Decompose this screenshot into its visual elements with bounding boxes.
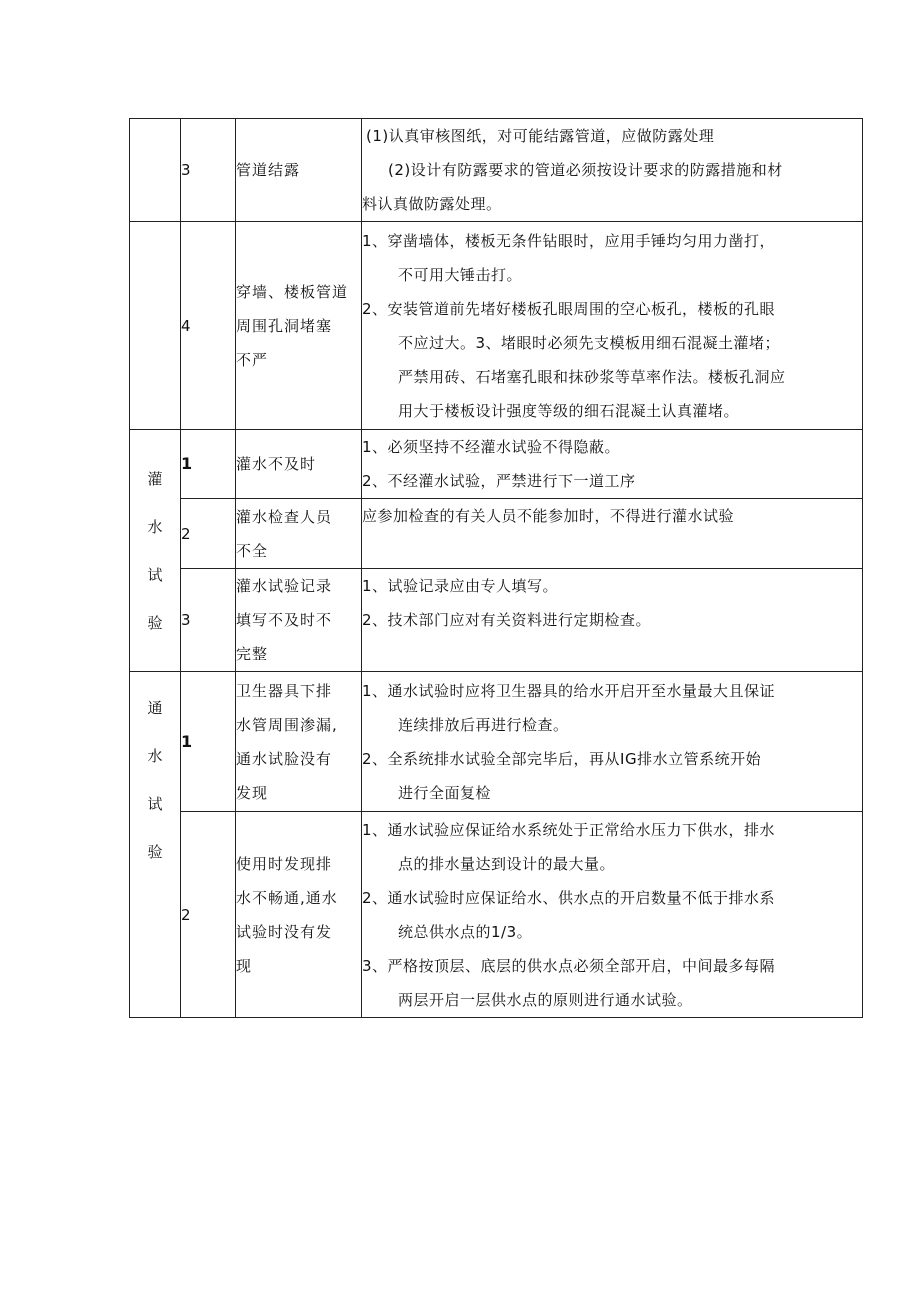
table-row (130, 222, 863, 430)
problem-line: 水管周围渗漏, (236, 715, 338, 734)
row-number: 1 (181, 672, 236, 812)
problem-line: 不全 (236, 541, 269, 560)
measure-line: 3、严格按顶层、底层的供水点必须全部开启，中间最多每隔 (362, 956, 776, 975)
row-number: 2 (181, 499, 236, 569)
measure-line: 1、通水试验时应将卫生器具的给水开启开至水量最大且保证 (362, 681, 776, 700)
measure-line: 不应过大。3、堵眼时必须先支模板用细石混凝土灌堵； (398, 333, 781, 352)
measures-cell (362, 430, 863, 499)
problem-cell (236, 499, 362, 569)
problem-cell: 管道结露 (236, 119, 362, 222)
measure-line: 进行全面复检 (398, 783, 492, 802)
measure-line: 两层开启一层供水点的原则进行通水试验。 (398, 990, 693, 1009)
table-row (130, 812, 863, 1018)
measure-line: 不可用大锤击打。 (398, 265, 523, 284)
measures-cell (362, 499, 863, 569)
measure-line: (2)设计有防露要求的管道必须按设计要求的防露措施和材 (388, 161, 783, 179)
category-char: 试 (147, 795, 163, 813)
measure-line: 应参加检查的有关人员不能参加时，不得进行灌水试验 (362, 507, 735, 525)
measure-line: 统总供水点的1/3。 (398, 922, 533, 941)
problem-cell (236, 222, 362, 430)
measures-cell (362, 672, 863, 812)
problem-line: 周围孔洞堵塞 (236, 316, 333, 335)
measure-line: 2、全系统排水试验全部完毕后，再从IG排水立管系统开始 (362, 749, 762, 768)
problem-cell (236, 812, 362, 1018)
problem-line: 不严 (236, 350, 269, 369)
measure-line: 料认真做防露处理。 (362, 195, 502, 213)
problem-line: 试验时没有发 (236, 922, 333, 941)
problem-cell (236, 672, 362, 812)
quality-measures-table (129, 118, 863, 1018)
category-char: 水 (147, 747, 163, 765)
category-char: 通 (147, 699, 163, 717)
problem-cell: 灌水不及时 (236, 430, 362, 499)
measures-cell (362, 812, 863, 1018)
row-number: 4 (181, 222, 236, 430)
measure-line: 严禁用砖、石堵塞孔眼和抹砂浆等草率作法。楼板孔洞应 (398, 367, 786, 386)
category-cell-guanshui (130, 430, 181, 672)
problem-line: 使用时发现排 (236, 854, 333, 873)
table-row (130, 430, 863, 499)
measure-line: 2、安装管道前先堵好楼板孔眼周围的空心板孔，楼板的孔眼 (362, 299, 776, 318)
table-row (130, 499, 863, 569)
measure-line: 用大于楼板设计强度等级的细石混凝土认真灌堵。 (398, 401, 740, 420)
measures-cell (362, 222, 863, 430)
measure-line: 1、穿凿墙体，楼板无条件钻眼时，应用手锤均匀用力凿打， (362, 231, 776, 250)
measure-line: 连续排放后再进行检查。 (398, 715, 569, 734)
problem-line: 发现 (236, 783, 269, 802)
measure-line: 1、必须坚持不经灌水试验不得隐蔽。 (362, 438, 621, 456)
category-char: 验 (147, 613, 163, 632)
measure-line: 2、不经灌水试验，严禁进行下一道工序 (362, 472, 636, 490)
category-cell-empty (130, 119, 181, 222)
problem-line: 穿墙、楼板管道 (236, 282, 349, 301)
problem-line: 卫生器具下排 (236, 681, 333, 700)
problem-line: 灌水试验记录 (236, 577, 333, 595)
category-char: 水 (147, 517, 163, 536)
measure-line: (1)认真审核图纸，对可能结露管道，应做防露处理 (366, 127, 715, 145)
category-char: 灌 (147, 469, 163, 488)
measures-cell (362, 119, 863, 222)
problem-line: 灌水检查人员 (236, 507, 333, 526)
category-char: 验 (147, 843, 163, 861)
row-number: 2 (181, 812, 236, 1018)
measures-cell (362, 569, 863, 672)
category-cell-empty (130, 222, 181, 430)
measure-line: 1、试验记录应由专人填写。 (362, 577, 559, 595)
row-number: 3 (181, 119, 236, 222)
measure-line: 2、技术部门应对有关资料进行定期检查。 (362, 611, 652, 629)
row-number: 3 (181, 569, 236, 672)
row-number: 1 (181, 430, 236, 499)
category-char: 试 (147, 565, 163, 584)
measure-line: 2、通水试验时应保证给水、供水点的开启数量不低于排水系 (362, 888, 776, 907)
problem-cell (236, 569, 362, 672)
problem-line: 水不畅通,通水 (236, 888, 338, 907)
measure-line: 1、通水试验应保证给水系统处于正常给水压力下供水，排水 (362, 820, 776, 839)
category-cell-tongshui (130, 672, 181, 1018)
table-row (130, 672, 863, 812)
problem-line: 通水试脸没有 (236, 749, 333, 768)
table-row (130, 119, 863, 222)
problem-line: 现 (236, 956, 253, 975)
problem-line: 填写不及时不 (236, 611, 333, 629)
measure-line: 点的排水量达到设计的最大量。 (398, 854, 616, 873)
problem-line: 完整 (236, 645, 269, 663)
table-row (130, 569, 863, 672)
